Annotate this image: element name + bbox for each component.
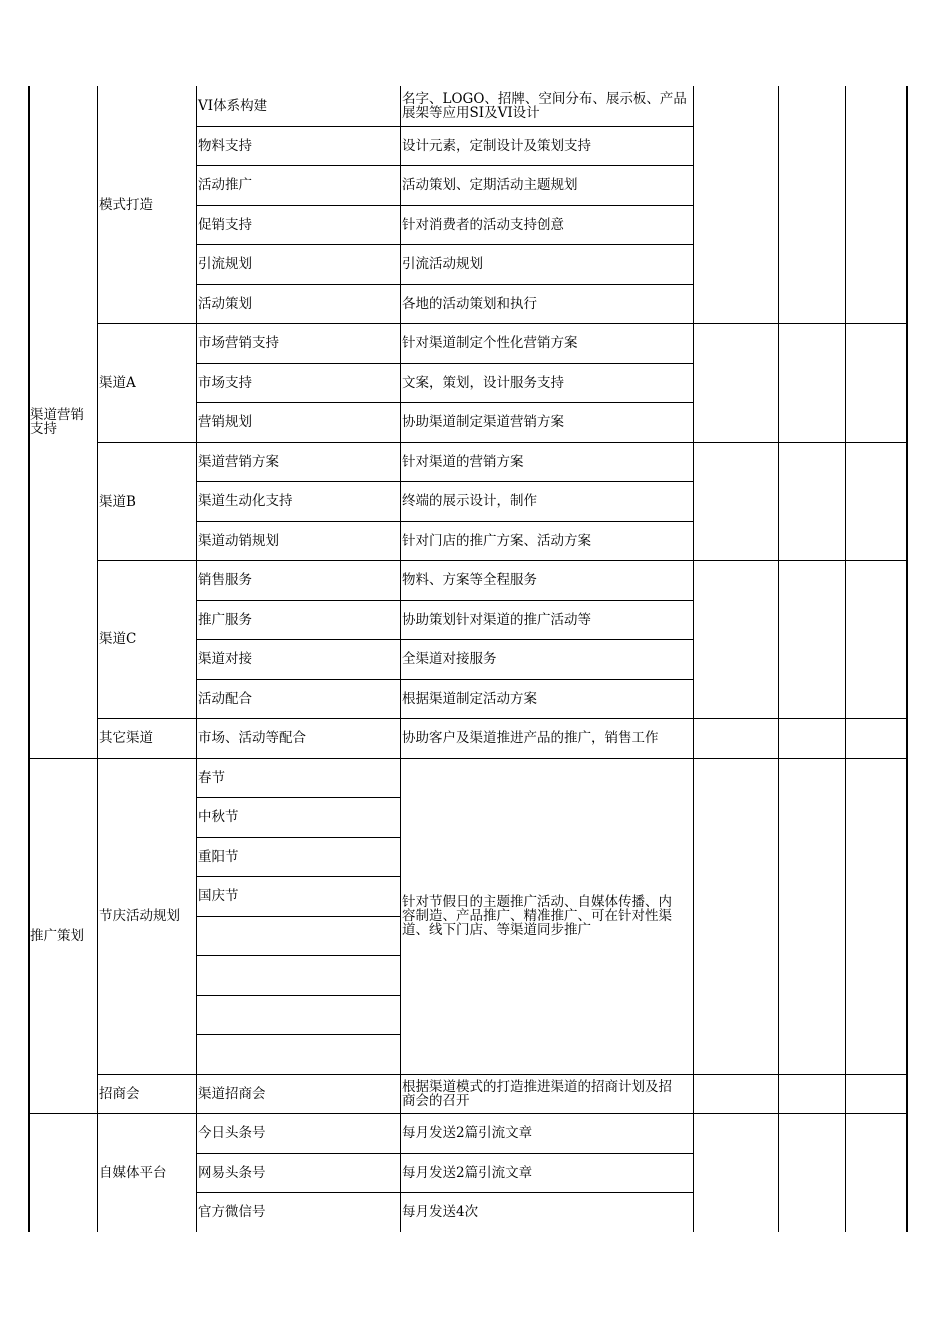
- description-cell: 协助渠道制定渠道营销方案: [402, 414, 564, 430]
- item-cell: 市场营销支持: [198, 335, 279, 351]
- description-cell: 协助客户及渠道推进产品的推广，销售工作: [402, 730, 659, 746]
- item-cell: 渠道生动化支持: [198, 493, 293, 509]
- description-cell: 物料、方案等全程服务: [402, 572, 537, 588]
- description-cell: 针对消费者的活动支持创意: [402, 217, 564, 233]
- description-cell: 设计元素，定制设计及策划支持: [402, 138, 591, 154]
- description-cell: 活动策划、定期活动主题规划: [402, 177, 578, 193]
- grid-line: [778, 86, 779, 1232]
- item-cell: VI体系构建: [198, 98, 268, 114]
- description-cell: 针对渠道制定个性化营销方案: [402, 335, 578, 351]
- description-cell: 协助策划针对渠道的推广活动等: [402, 612, 591, 628]
- item-cell: 销售服务: [198, 572, 252, 588]
- group-cell: 自媒体平台: [99, 1164, 167, 1181]
- item-cell: 渠道对接: [198, 651, 252, 667]
- description-cell: 针对节假日的主题推广活动、自媒体传播、内 容制造、产品推广、精准推广、可在针对性渠 道、线下门店、等渠道同步推广: [402, 894, 672, 938]
- item-cell: 国庆节: [198, 888, 239, 904]
- item-cell: 市场支持: [198, 375, 252, 391]
- description-cell: 各地的活动策划和执行: [402, 296, 537, 312]
- group-cell: 其它渠道: [99, 730, 153, 746]
- group-cell: 节庆活动规划: [99, 908, 180, 924]
- description-cell: 每月发送2篇引流文章: [402, 1165, 533, 1181]
- description-cell: 名字、LOGO、招牌、空间分布、展示板、产品 展架等应用SI及VI设计: [402, 91, 687, 121]
- item-cell: 渠道营销方案: [198, 454, 279, 470]
- service-table: [28, 86, 908, 1232]
- item-cell: [196, 916, 400, 956]
- group-cell: 渠道B: [99, 493, 136, 510]
- item-cell: 重阳节: [198, 849, 239, 865]
- item-cell: [196, 995, 400, 1035]
- description-cell: 文案，策划，设计服务支持: [402, 375, 564, 391]
- grid-line: [28, 86, 30, 1232]
- category-cell: 推广策划: [30, 928, 84, 944]
- item-cell: 活动配合: [198, 691, 252, 707]
- item-cell: 春节: [198, 770, 225, 786]
- group-cell: 招商会: [99, 1086, 140, 1102]
- grid-line: [693, 86, 694, 1232]
- item-cell: 推广服务: [198, 612, 252, 628]
- category-cell: 渠道营销 支持: [30, 407, 84, 437]
- item-cell: 市场、活动等配合: [198, 730, 306, 746]
- grid-line: [845, 86, 846, 1232]
- group-cell: 渠道A: [99, 374, 136, 391]
- grid-line: [906, 86, 908, 1232]
- description-cell: 根据渠道模式的打造推进渠道的招商计划及招 商会的召开: [402, 1079, 672, 1109]
- item-cell: 引流规划: [198, 256, 252, 272]
- description-cell: 全渠道对接服务: [402, 651, 497, 667]
- group-cell: 渠道C: [99, 631, 137, 647]
- item-cell: 渠道动销规划: [198, 533, 279, 549]
- description-cell: 针对渠道的营销方案: [402, 454, 524, 470]
- item-cell: 促销支持: [198, 217, 252, 233]
- category-cell: [28, 1113, 97, 1232]
- item-cell: 官方微信号: [198, 1204, 266, 1220]
- description-cell: 根据渠道制定活动方案: [402, 691, 537, 707]
- item-cell: 中秋节: [198, 809, 239, 825]
- item-cell: 渠道招商会: [198, 1086, 266, 1102]
- item-cell: 今日头条号: [198, 1125, 266, 1141]
- grid-line: [196, 86, 197, 1232]
- item-cell: [196, 955, 400, 995]
- item-cell: 物料支持: [198, 138, 252, 154]
- description-cell: 终端的展示设计，制作: [402, 493, 537, 509]
- grid-line: [400, 86, 401, 1232]
- item-cell: 网易头条号: [198, 1165, 266, 1181]
- item-cell: 营销规划: [198, 414, 252, 430]
- group-cell: 模式打造: [99, 196, 153, 213]
- description-cell: 每月发送2篇引流文章: [402, 1125, 533, 1141]
- description-cell: 引流活动规划: [402, 256, 483, 272]
- item-cell: 活动推广: [198, 177, 252, 193]
- description-cell: 每月发送4次: [402, 1204, 479, 1220]
- grid-line: [97, 86, 98, 1232]
- description-cell: 针对门店的推广方案、活动方案: [402, 533, 591, 549]
- item-cell: [196, 1034, 400, 1074]
- item-cell: 活动策划: [198, 296, 252, 312]
